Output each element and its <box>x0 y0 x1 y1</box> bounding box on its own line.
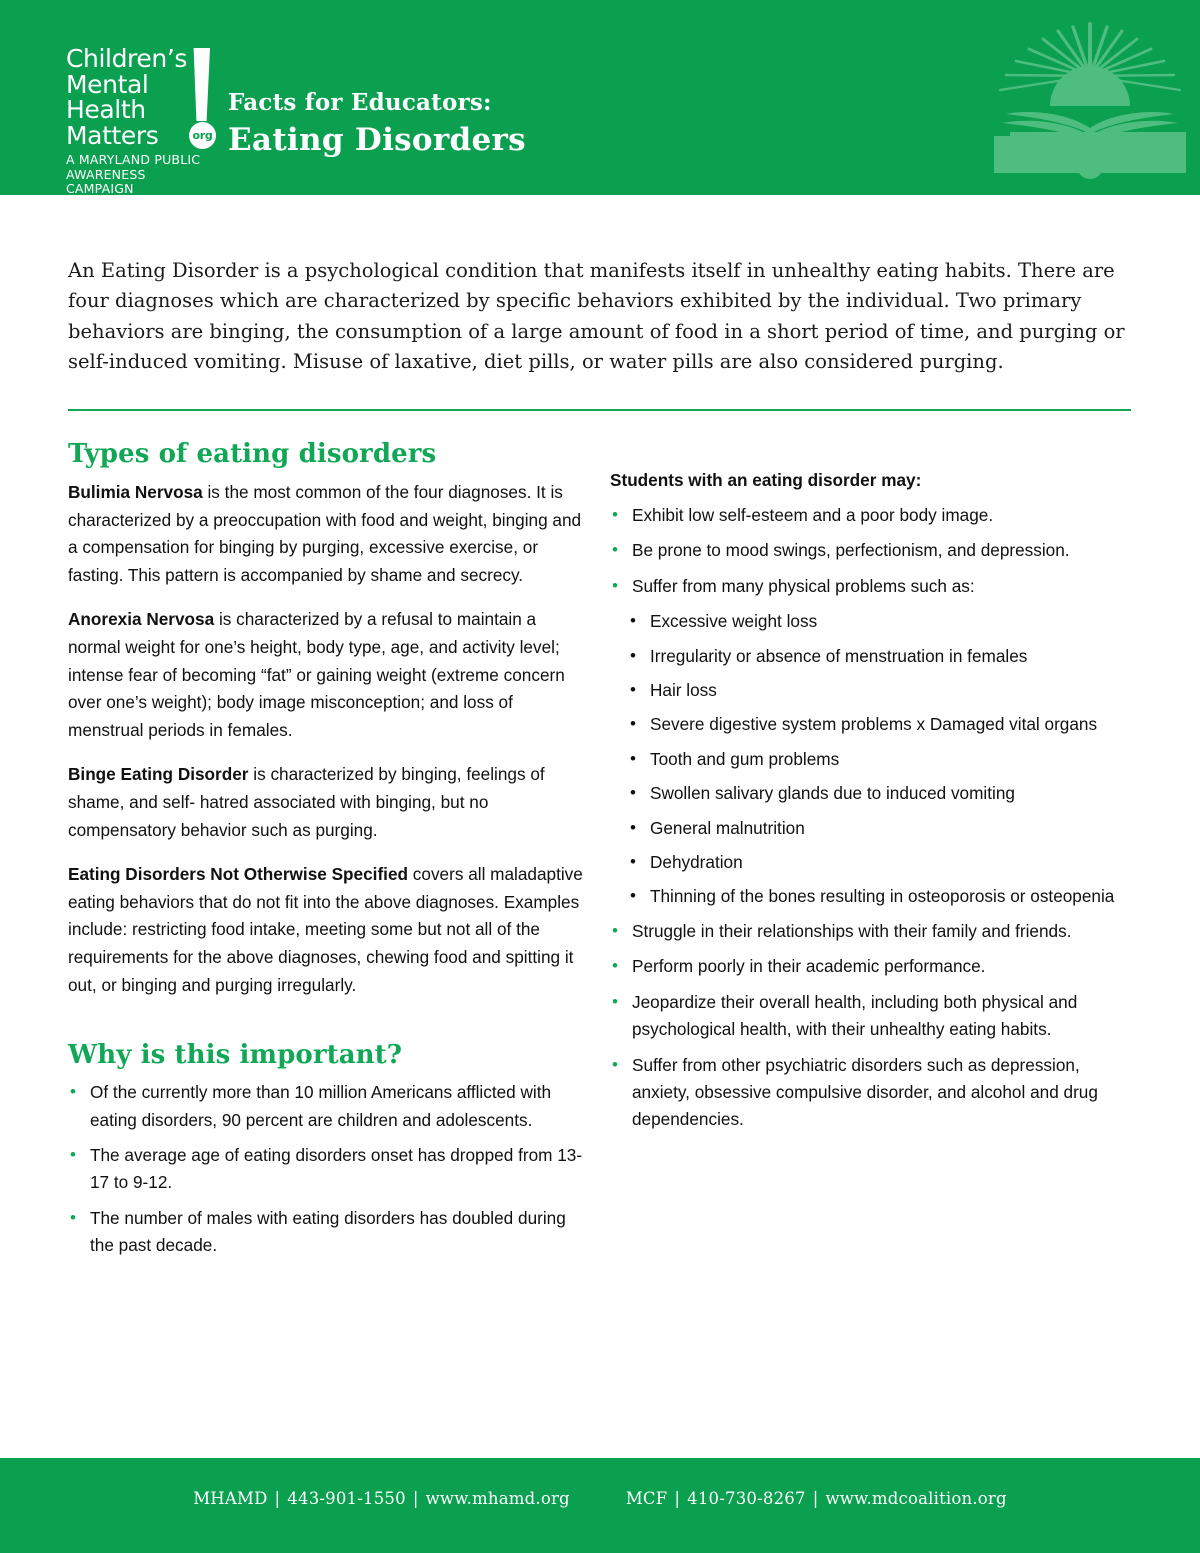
page-title-block <box>228 88 526 160</box>
type-paragraph <box>68 761 588 844</box>
title-eyebrow: Facts for Educators: <box>228 89 492 116</box>
list-item: • General malnutrition <box>610 815 1138 842</box>
type-term: Anorexia Nervosa <box>68 609 215 630</box>
type-body: covers all maladaptive eating behaviors that do not fit into the above diagnoses. Examples include: restricting food intake, meeting some but not all of the requirements for the above diagnoses, chewing food and spitting it out, or binging and purging irregularly. <box>68 864 583 995</box>
section-divider <box>68 409 1131 411</box>
type-paragraph <box>68 606 588 744</box>
type-body: is the most common of the four diagnoses. It is characterized by a preoccupation with food and weight, binging and a compensation for binging by purging, excessive exercise, or fasting. This pattern is accompanied by shame and secrecy. <box>68 482 582 585</box>
why-important-block <box>68 1039 588 1259</box>
footer-org-1-phone: 443-901-1550 <box>287 1489 406 1508</box>
type-body: is characterized by binging, feelings of shame, and self- hatred associated with binging, but no compensatory behavior such as purging. <box>68 764 545 840</box>
logo-tagline <box>66 153 216 195</box>
students-bullet-list <box>610 502 1138 1134</box>
list-item: • Severe digestive system problems x Damaged vital organs <box>610 711 1138 738</box>
logo-wordmark <box>66 46 216 148</box>
footer-org-1-name: MHAMD <box>193 1489 268 1508</box>
footer-org-1 <box>193 1489 570 1508</box>
left-column <box>68 438 588 1268</box>
why-bullet-list <box>68 1079 588 1259</box>
type-term: Binge Eating Disorder <box>68 764 249 785</box>
list-item: • Struggle in their relationships with their family and friends. <box>610 918 1138 945</box>
campaign-logo <box>66 46 216 195</box>
list-item: • Excessive weight loss <box>610 608 1138 635</box>
list-item: • Swollen salivary glands due to induced vomiting <box>610 780 1138 807</box>
footer-separator: | <box>274 1489 281 1508</box>
footer-contact-bar <box>0 1489 1200 1508</box>
footer-separator: | <box>412 1489 419 1508</box>
type-term: Bulimia Nervosa <box>68 482 203 502</box>
type-term: Eating Disorders Not Otherwise Specified <box>68 864 409 885</box>
list-item: • Dehydration <box>610 849 1138 876</box>
footer-org-1-url[interactable]: www.mhamd.org <box>425 1489 570 1508</box>
logo-tagline-line-1: A MARYLAND PUBLIC <box>66 152 201 167</box>
type-body: is characterized by a refusal to maintain a normal weight for one’s height, body type, age, and activity level; intense fear of becoming “fat” or gaining weight (extreme concern over one’s weight); body image misconception; and loss of menstrual periods in females. <box>68 609 565 740</box>
students-subhead: Students with an eating disorder may: <box>610 470 922 490</box>
list-item: • The number of males with eating disorders has doubled during the past decade. <box>68 1205 588 1260</box>
footer-org-2 <box>626 1489 1007 1508</box>
list-item: • Thinning of the bones resulting in osteoporosis or osteopenia <box>610 883 1138 910</box>
list-item: • Hair loss <box>610 677 1138 704</box>
list-item: • Exhibit low self-esteem and a poor body image. <box>610 502 1138 529</box>
list-item: • Be prone to mood swings, perfectionism, and depression. <box>610 537 1138 564</box>
footer-org-2-url[interactable]: www.mdcoalition.org <box>825 1489 1007 1508</box>
logo-line-4: Matters <box>66 120 159 150</box>
types-heading: Types of eating disorders <box>68 439 437 469</box>
intro-paragraph: An Eating Disorder is a psychological condition that manifests itself in unhealthy eating habits. There are four diagnoses which are characterized by specific behaviors exhibited by the individual. Two primary behaviors are binging, the consumption of a large amount of food in a short period of time, and purging or self-induced vomiting. Misuse of laxative, diet pills, or water pills are also considered purging. <box>68 258 1125 374</box>
list-item: • The average age of eating disorders onset has dropped from 13-17 to 9-12. <box>68 1142 588 1197</box>
page-header <box>0 0 1200 195</box>
footer-separator: | <box>812 1489 819 1508</box>
list-item: • Of the currently more than 10 million Americans afflicted with eating disorders, 90 percent are children and adolescents. <box>68 1079 588 1134</box>
page-footer <box>0 1458 1200 1553</box>
footer-org-2-name: MCF <box>625 1489 668 1508</box>
type-paragraph <box>68 479 588 589</box>
logo-line-3: Health <box>66 95 146 124</box>
list-item: • Suffer from many physical problems such as: <box>610 573 1138 600</box>
list-item: • Irregularity or absence of menstruation in females <box>610 643 1138 670</box>
right-column <box>610 468 1138 1142</box>
logo-line-2: Mental <box>66 69 149 99</box>
logo-tagline-line-2: AWARENESS CAMPAIGN <box>66 166 146 195</box>
list-item: • Tooth and gum problems <box>610 746 1138 773</box>
logo-line-1: Children’s <box>66 44 187 73</box>
org-badge-icon: org <box>189 122 216 149</box>
type-paragraph <box>68 861 588 999</box>
list-item: • Suffer from other psychiatric disorders such as depression, anxiety, obsessive compulsive disorder, and alcohol and drug dependencies. <box>610 1052 1138 1134</box>
why-heading: Why is this important? <box>68 1040 403 1071</box>
footer-separator: | <box>674 1489 681 1508</box>
footer-org-2-phone: 410-730-8267 <box>687 1489 806 1508</box>
page-title: Eating Disorders <box>228 122 526 158</box>
sunrise-over-book-icon <box>980 18 1200 183</box>
list-item: • Perform poorly in their academic performance. <box>610 953 1138 980</box>
list-item: • Jeopardize their overall health, including both physical and psychological health, with their unhealthy eating habits. <box>610 989 1138 1044</box>
